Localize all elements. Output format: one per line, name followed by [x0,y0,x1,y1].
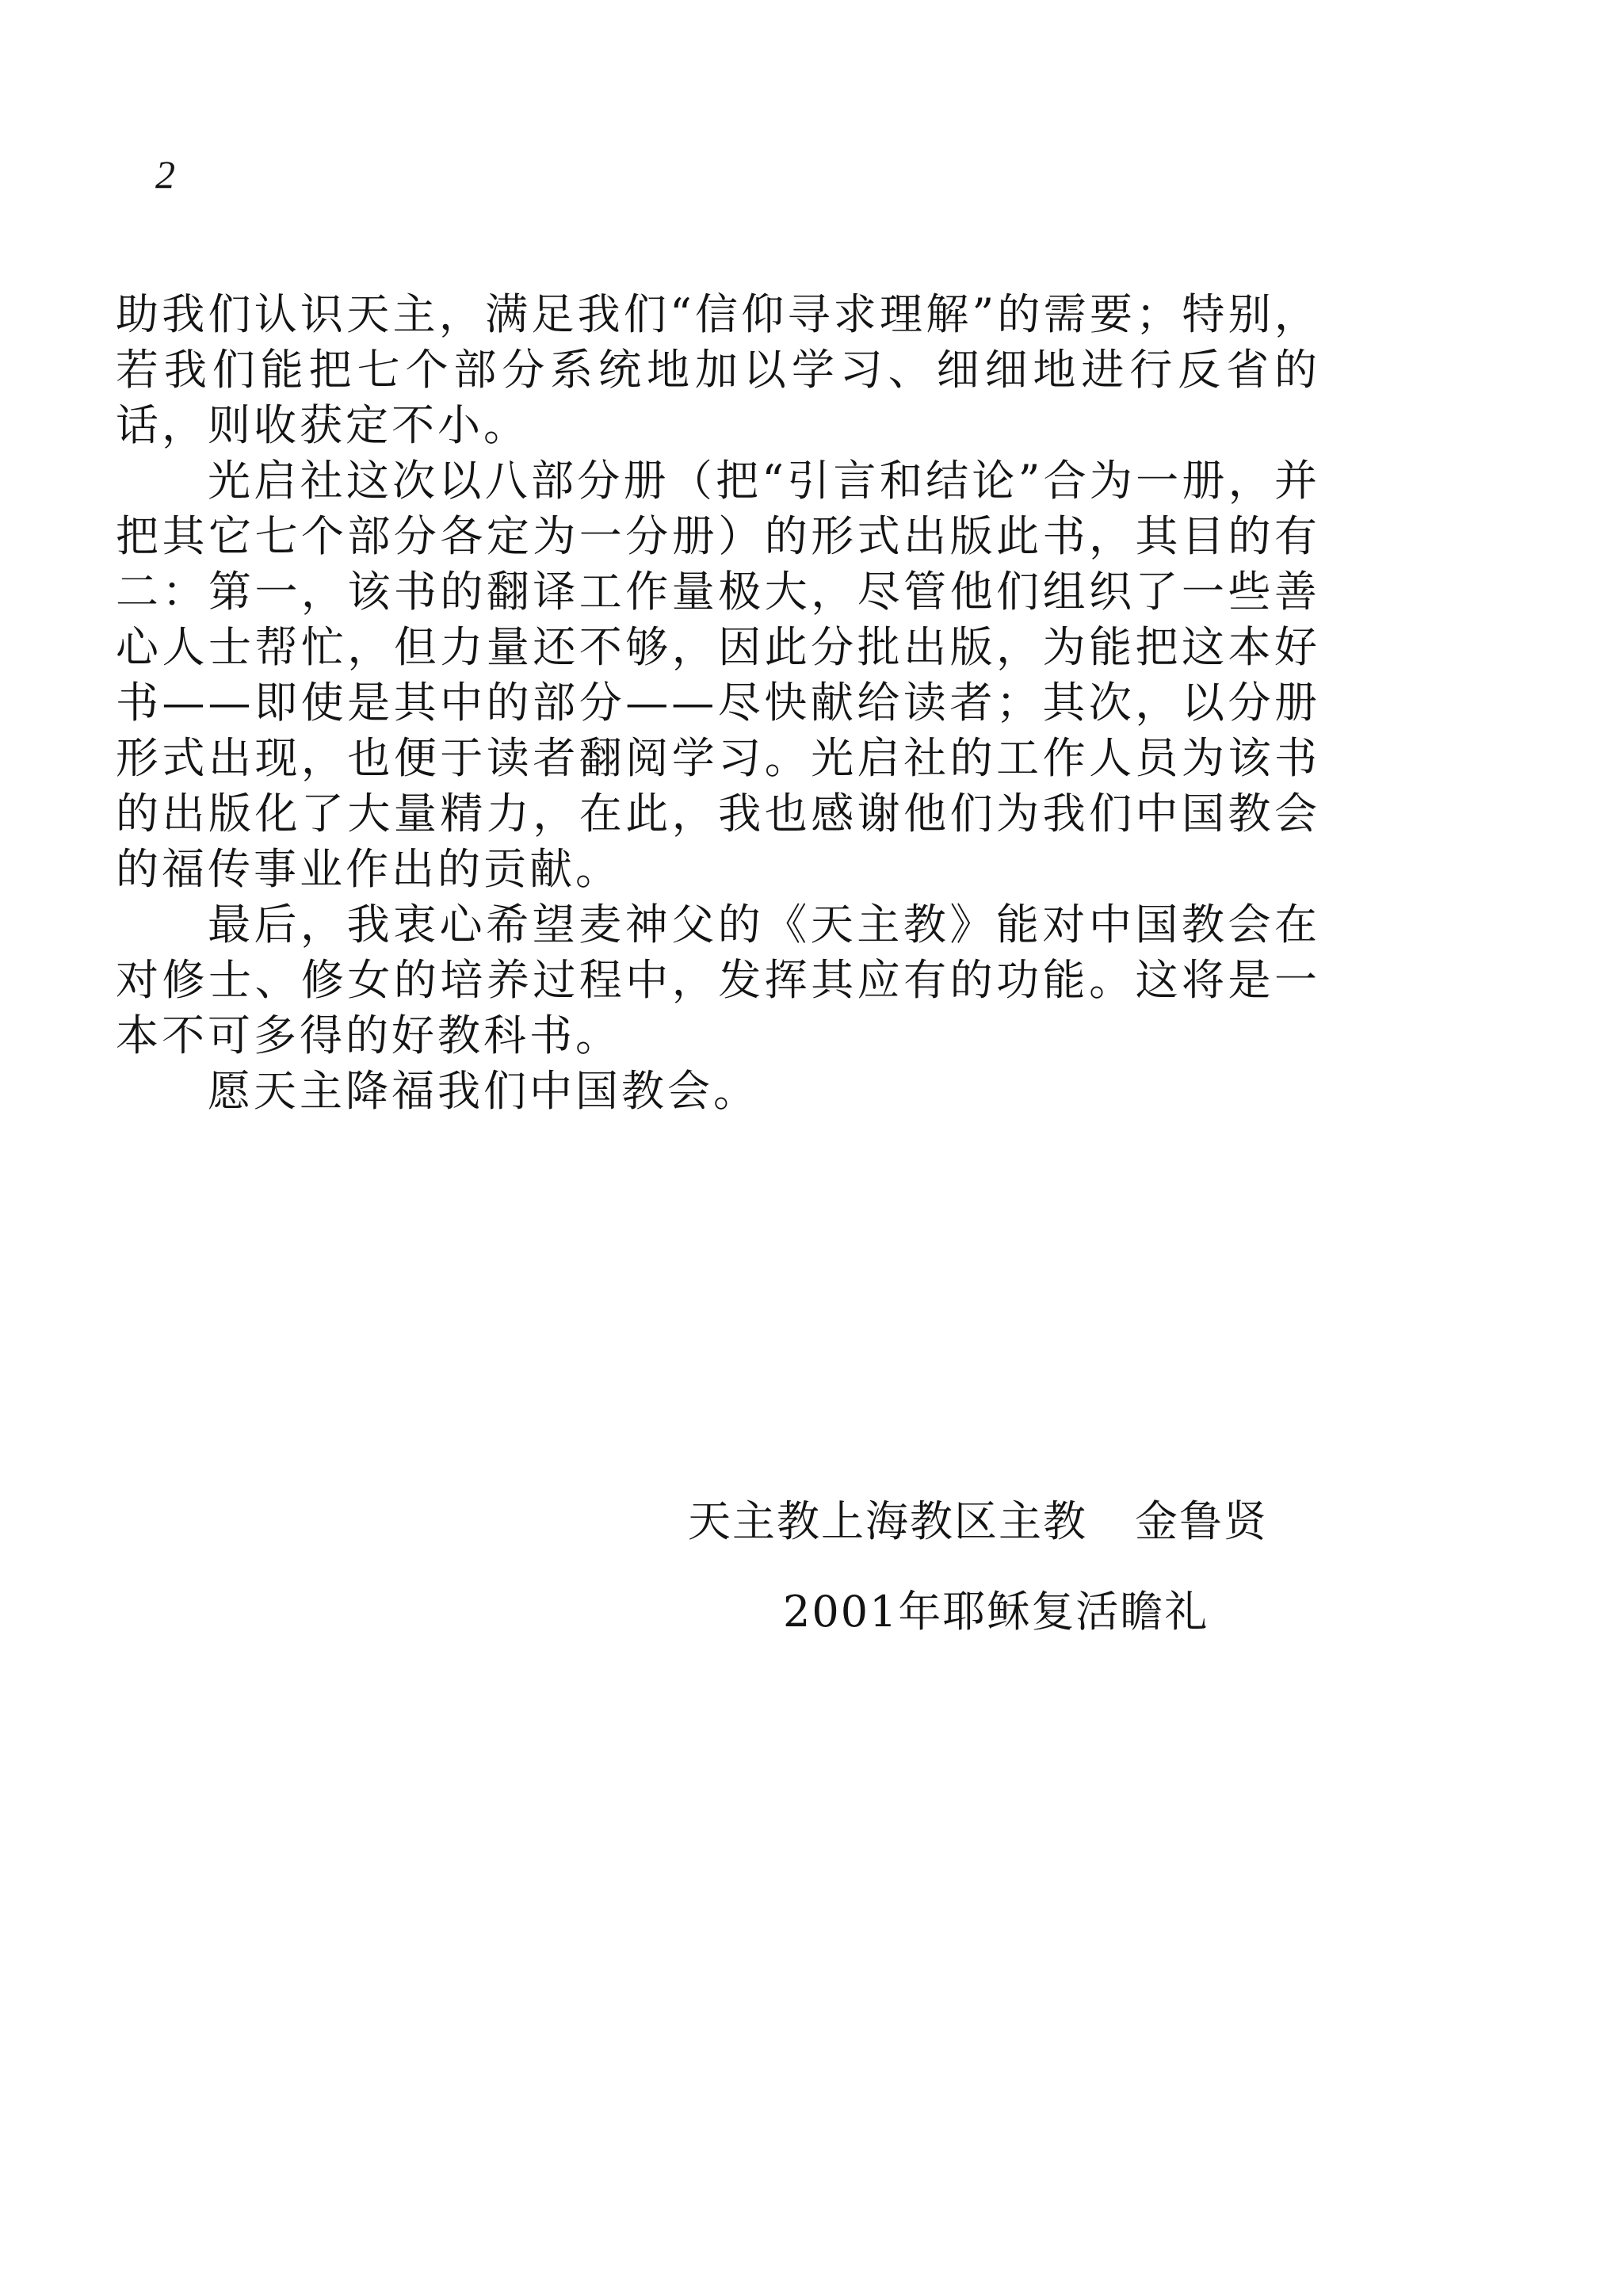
paragraph-1: 助我们认识天主，满足我们“信仰寻求理解”的需要；特别，若我们能把七个部分系统地加以学习、细细地进行反省的话，则收获定不小。 [116,289,1320,450]
signature-author-line [688,1494,1322,1549]
signature-block [688,1494,1322,1640]
paragraph-4: 愿天主降福我们中国教会。 [208,1066,759,1116]
body-text [116,287,1320,1119]
signature-name: 金鲁贤 [1135,1496,1268,1546]
page-number: 2 [155,152,175,197]
paragraph-2: 光启社这次以八部分册（把“引言和结论”合为一册，并把其它七个部分各定为一分册）的形式出版此书，其目的有二：第一，该书的翻译工作量极大，尽管他们组织了一些善心人士帮忙，但力量还不够，因此分批出版，为能把这本好书——即使是其中的部分——尽快献给读者；其次，以分册形式出现，也便于读者翻阅学习。光启社的工作人员为该书的出版化了大量精力，在此，我也感谢他们为我们中国教会的福传事业作出的贡献。 [116,456,1320,894]
paragraph-3: 最后，我衷心希望麦神父的《天主教》能对中国教会在对修士、修女的培养过程中，发挥其应有的功能。这将是一本不可多得的好教科书。 [116,900,1320,1060]
signature-title: 天主教上海教区主教 [688,1496,1087,1546]
signature-date: 2001年耶稣复活瞻礼 [783,1587,1209,1637]
